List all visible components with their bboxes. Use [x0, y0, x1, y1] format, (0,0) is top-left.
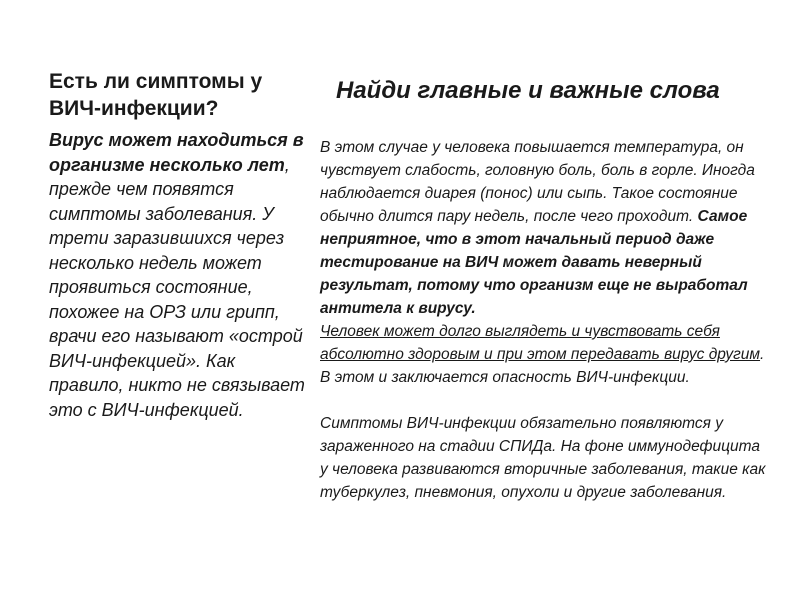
right-p1-plain: В этом случае у человека повышается температура, он чувствует слабость, головную боль, боль в горле. Иногда наблюдается диарея (понос) или сыпь. Такое состояние обычно длится пару недель, после чего проходит.	[320, 139, 755, 225]
right-paragraph-2: Симптомы ВИЧ-инфекции обязательно появляются у зараженного на стадии СПИДа. На фоне иммунодефицита у человека развиваются вторичные заболевания, такие как туберкулез, пневмония, опухоли и другие заболевания.	[320, 415, 766, 501]
right-p1-underlined: Человек может долго выглядеть и чувствовать себя абсолютно здоровым и при этом передавать вирус другим	[320, 323, 761, 363]
right-paragraph-1	[320, 136, 770, 389]
left-body-bold: Вирус может находиться в организме несколько лет	[49, 130, 304, 175]
left-body-rest: , прежде чем появятся симптомы заболевания. У трети заразившихся через несколько недель может проявиться состояние, похожее на ОРЗ или грипп, врачи его называют «острой ВИЧ-инфекцией». Как правило, никто не связывает это с ВИЧ-инфекцией.	[49, 154, 305, 420]
left-title: Есть ли симптомы у ВИЧ-инфекции?	[49, 70, 263, 120]
right-title: Найди главные и важные слова	[336, 77, 720, 104]
left-body-text	[49, 128, 307, 422]
right-p1-end: . В этом и заключается опасность ВИЧ-инфекции.	[320, 346, 765, 386]
right-body-text	[320, 136, 770, 504]
right-p1-bold: Самое неприятное, что в этот начальный период даже тестирование на ВИЧ может давать неверный результат, потому что организм еще не выработал антитела к вирусу.	[320, 208, 748, 317]
